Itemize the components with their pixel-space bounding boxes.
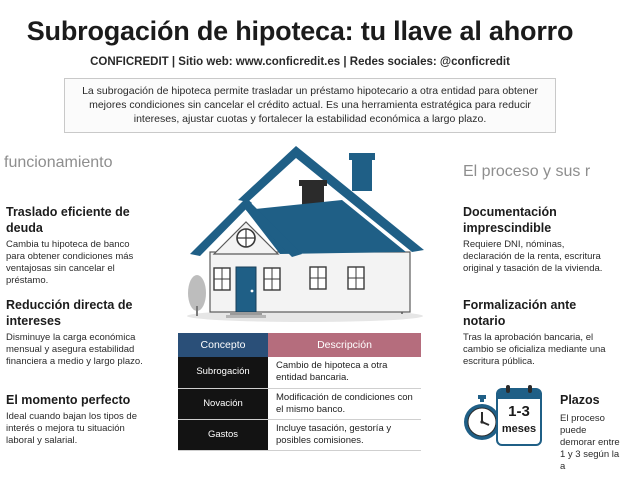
intro-text: La subrogación de hipoteca permite trasladar un préstamo hipotecario a otra entidad para obtener mejores condiciones sin cancelar el crédito actual. Es una herramienta estratégica para reducir intereses, ajustar cuotas y fortalecer la estabilidad económica a largo plazo. — [82, 85, 538, 125]
table-row — [178, 419, 421, 450]
table-row — [178, 357, 421, 388]
process-text: Tras la aprobación bancaria, el cambio se oficializa mediante una escritura pública. — [463, 332, 606, 367]
column-header-concept: Concepto — [178, 333, 268, 357]
description-cell: Cambio de hipoteca a otra entidad bancaria. — [268, 357, 421, 388]
benefit-item — [6, 297, 166, 368]
section-title-left: funcionamiento — [4, 154, 113, 171]
concept-cell: Subrogación — [178, 357, 268, 388]
process-text: El proceso puede demorar entre 1 y 3 según la a — [560, 413, 620, 472]
benefit-text: Cambia tu hipoteca de banco para obtener condiciones más ventajosas sin cancelar el préstamo. — [6, 239, 134, 286]
benefit-text: Disminuye la carga económica mensual y asegura estabilidad financiera a medio y largo plazo. — [6, 332, 143, 367]
section-title-right: El proceso y sus r — [463, 163, 591, 180]
calendar-icon — [496, 388, 542, 446]
house-illustration — [180, 140, 430, 330]
process-title: Documentación imprescindible — [463, 205, 557, 235]
process-item — [463, 204, 613, 275]
calendar-range: 1-3 — [508, 403, 530, 420]
concept-table — [178, 333, 421, 451]
benefit-item — [6, 204, 146, 287]
process-title: Plazos — [560, 393, 600, 407]
benefit-title: Reducción directa de intereses — [6, 298, 133, 328]
page-title: Subrogación de hipoteca: tu llave al ahorro — [26, 16, 574, 46]
benefit-text: Ideal cuando bajan los tipos de interés o mejora tu situación laboral y salarial. — [6, 411, 137, 446]
process-item — [463, 297, 613, 368]
column-header-description: Descripción — [268, 333, 421, 357]
process-item — [560, 392, 620, 473]
contact-line: CONFICREDIT | Sitio web: www.conficredit.es | Redes sociales: @conficredit — [90, 56, 510, 68]
description-cell: Modificación de condiciones con el mismo banco. — [268, 388, 421, 419]
intro-box — [64, 78, 556, 133]
concept-cell: Novación — [178, 388, 268, 419]
benefit-item — [6, 392, 146, 447]
timeline-icons — [462, 386, 546, 448]
concept-cell: Gastos — [178, 419, 268, 450]
description-cell: Incluye tasación, gestoría y posibles comisiones. — [268, 419, 421, 450]
process-title: Formalización ante notario — [463, 298, 577, 328]
benefit-title: Traslado eficiente de deuda — [6, 205, 130, 235]
calendar-unit: meses — [501, 423, 537, 435]
table-row — [178, 388, 421, 419]
benefit-title: El momento perfecto — [6, 393, 131, 407]
process-text: Requiere DNI, nóminas, declaración de la renta, escritura original y tasación de la vivienda. — [463, 239, 603, 274]
